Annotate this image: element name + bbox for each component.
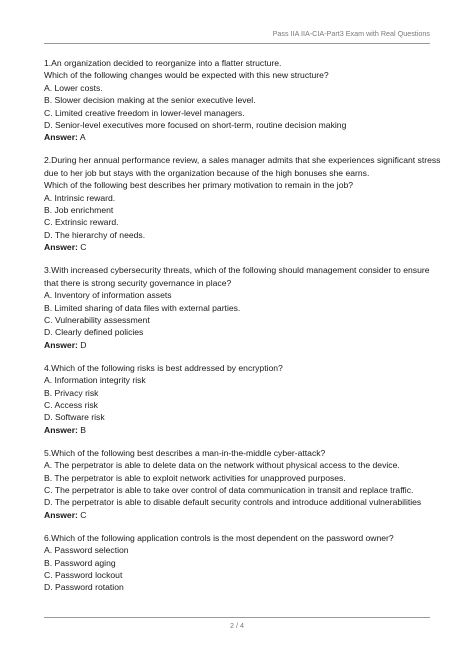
question-1 [44, 57, 436, 144]
header-title: Pass IIA IIA-CIA-Part3 Exam with Real Questions [272, 29, 430, 38]
option-d: D. Software risk [44, 412, 105, 423]
question-text: 6.Which of the following application controls is the most dependent on the password owner? [44, 532, 394, 543]
answer [44, 339, 436, 351]
option-c: C. Access risk [44, 399, 98, 410]
option-b: B. Limited sharing of data files with external parties. [44, 302, 241, 313]
option-b: B. Job enrichment [44, 205, 114, 216]
question-list [44, 57, 441, 604]
question-text: due to her job but stays with the organization because of the high bonuses she earns. [44, 167, 370, 178]
question-text: 3.With increased cybersecurity threats, which of the following should management consider to ensure [44, 265, 430, 276]
question-text: 4.Which of the following risks is best addressed by encryption? [44, 362, 283, 373]
option-c: C. Extrinsic reward. [44, 217, 119, 228]
option-a: A. Lower costs. [44, 82, 103, 93]
answer-label: Answer: [44, 132, 78, 143]
option-a: A. Password selection [44, 545, 129, 556]
page-number: 2 / 4 [230, 621, 244, 630]
option-b: B. Privacy risk [44, 387, 99, 398]
page-footer [44, 617, 430, 630]
page-header [44, 29, 430, 44]
answer-label: Answer: [44, 424, 78, 435]
option-b: B. Password aging [44, 557, 116, 568]
question-text: that there is strong security governance in place? [44, 277, 232, 288]
option-a: A. Intrinsic reward. [44, 192, 116, 203]
answer-label: Answer: [44, 339, 78, 350]
option-d: D. The perpetrator is able to disable default security controls and introduce additional vulnerabilities [44, 497, 422, 508]
answer-value: A [79, 132, 86, 143]
option-b: B. Slower decision making at the senior executive level. [44, 95, 256, 106]
answer [44, 131, 436, 143]
option-d: D. The hierarchy of needs. [44, 229, 146, 240]
question-text: Which of the following changes would be expected with this new structure? [44, 70, 329, 81]
option-c: C. Password lockout [44, 570, 123, 580]
option-c: C. Limited creative freedom in lower-level managers. [44, 107, 245, 118]
answer-value: B [80, 424, 87, 435]
answer-value: C [80, 509, 87, 520]
option-a: A. Inventory of information assets [44, 290, 172, 301]
answer-value: C [80, 242, 87, 253]
option-d: D. Password rotation [44, 582, 124, 593]
question-text: 2.During her annual performance review, a sales manager admits that she experiences significant stress [44, 155, 441, 166]
question-4 [44, 362, 436, 436]
question-text: Which of the following best describes her primary motivation to remain in the job? [44, 180, 354, 191]
option-d: D. Senior-level executives more focused on short-term, routine decision making [44, 120, 347, 131]
answer-value: D [80, 339, 87, 350]
option-a: A. The perpetrator is able to delete data on the network without physical access to the device. [44, 460, 400, 471]
option-c: C. Vulnerability assessment [44, 314, 150, 325]
option-c: C. The perpetrator is able to take over control of data communication in transit and replace traffic. [44, 484, 414, 495]
question-6 [44, 532, 436, 594]
option-b: B. The perpetrator is able to exploit network activities for unapproved purposes. [44, 472, 346, 483]
option-a: A. Information integrity risk [44, 375, 146, 386]
answer-label: Answer: [44, 242, 78, 253]
question-5 [44, 447, 436, 521]
answer [44, 241, 436, 253]
answer [44, 424, 436, 436]
answer [44, 509, 436, 521]
answer-label: Answer: [44, 509, 78, 520]
question-text: 1.An organization decided to reorganize into a flatter structure. [44, 58, 282, 68]
option-d: D. Clearly defined policies [44, 327, 144, 338]
question-3 [44, 264, 436, 351]
question-2 [44, 154, 441, 253]
question-text: 5.Which of the following best describes a man-in-the-middle cyber-attack? [44, 447, 326, 458]
